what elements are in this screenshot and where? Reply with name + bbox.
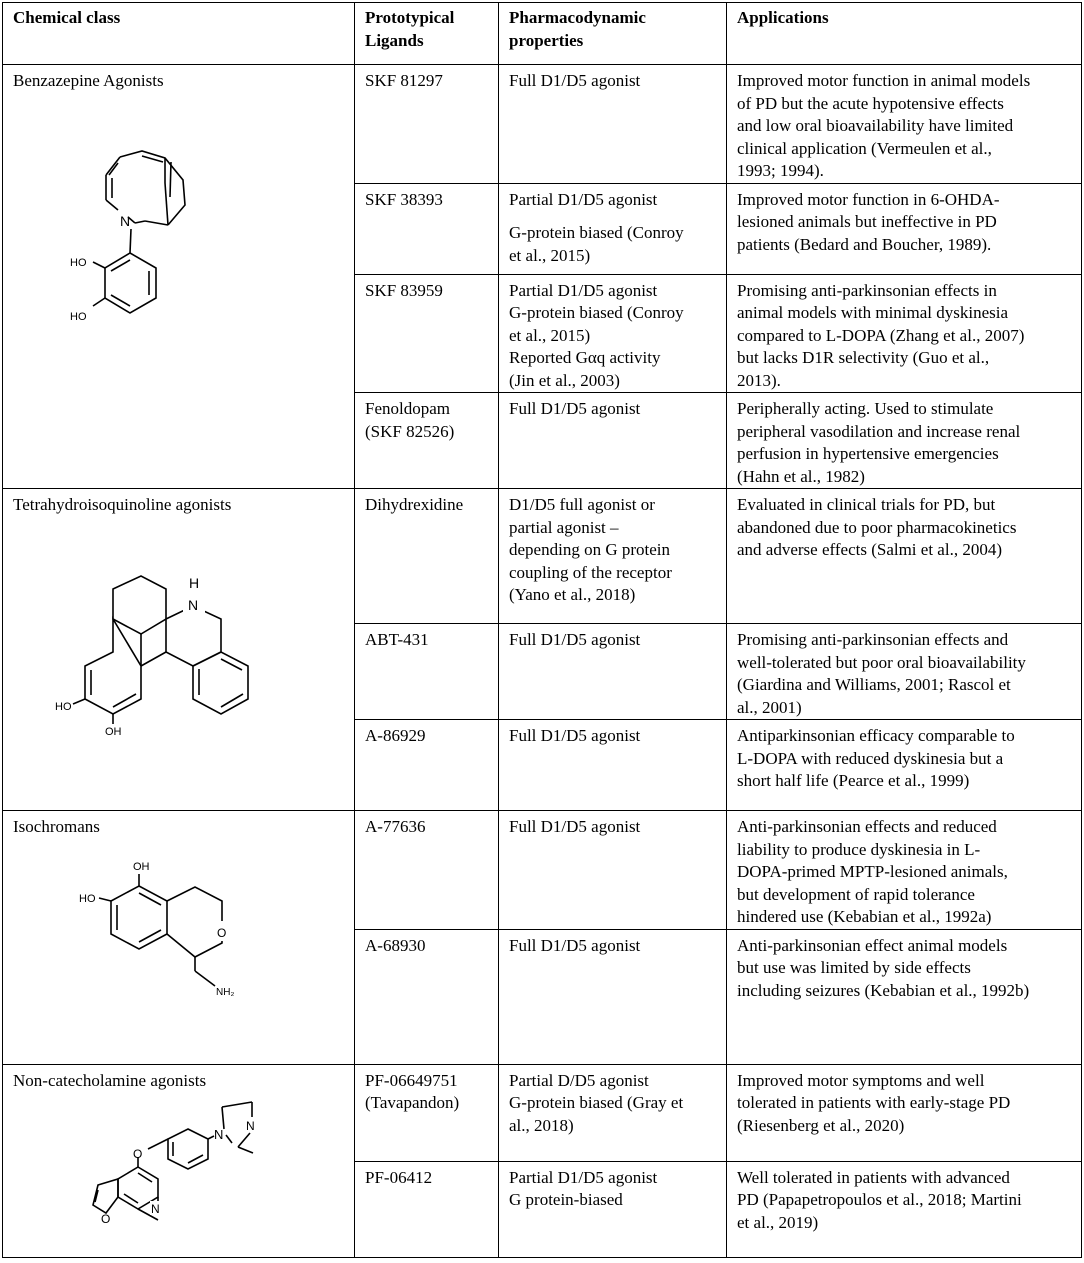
table-row [3,811,1082,930]
class-label: Tetrahydroisoquinoline agonists [13,495,231,514]
isochroman-structure [73,851,273,1018]
pharma-cell: D1/D5 full agonist or partial agonist – depending on G protein coupling of the receptor (Yano et al., 2018) [499,489,727,624]
ligand-cell: SKF 38393 [355,183,499,274]
ligand-cell: Dihydrexidine [355,489,499,624]
atom-label: N [188,597,198,613]
atom-label: O [101,1212,110,1226]
application-cell: Peripherally acting. Used to stimulate peripheral vasodilation and increase renal perfusion in hypertensive emergencies (Hahn et al., 1982) [727,393,1082,489]
atom-label: N [214,1127,223,1142]
application-cell: Anti-parkinsonian effects and reduced liability to produce dyskinesia in L- DOPA-primed MPTP-lesioned animals, but development of rapid tolerance hindered use (Kebabian et al., 1992a) [727,811,1082,930]
class-label: Benzazepine Agonists [13,71,164,90]
benzazepine-structure [73,125,213,372]
atom-label: N [151,1202,160,1216]
application-cell: Improved motor function in animal models of PD but the acute hypotensive effects and low oral bioavailability have limited clinical application (Vermeulen et al., 1993; 1994). [727,65,1082,184]
pharma-cell: Full D1/D5 agonist [499,624,727,720]
application-cell: Anti-parkinsonian effect animal models but use was limited by side effects including seizures (Kebabian et al., 1992b) [727,929,1082,1064]
ligand-cell: ABT-431 [355,624,499,720]
application-cell: Promising anti-parkinsonian effects and well-tolerated but poor oral bioavailability (Giardina and Williams, 2001; Rascol et al., 2001) [727,624,1082,720]
pharma-cell: Full D1/D5 agonist [499,720,727,811]
class-cell-noncat [3,1064,355,1257]
ligand-cell: A-86929 [355,720,499,811]
class-cell-thiq [3,489,355,811]
header-pharmacodynamic: Pharmacodynamic properties [499,3,727,65]
ligand-cell: Fenoldopam (SKF 82526) [355,393,499,489]
header-applications: Applications [727,3,1082,65]
pharma-cell: Full D1/D5 agonist [499,929,727,1064]
header-ligands: Prototypical Ligands [355,3,499,65]
atom-label: NH₂ [216,987,234,998]
ligand-cell: SKF 81297 [355,65,499,184]
ligand-cell: PF-06412 [355,1161,499,1257]
atom-label: OH [105,726,122,738]
ligand-table [2,2,1082,1258]
table-row [3,65,1082,184]
ligand-cell: A-68930 [355,929,499,1064]
pharma-cell: Full D1/D5 agonist [499,811,727,930]
ligand-cell: SKF 83959 [355,274,499,393]
application-cell: Evaluated in clinical trials for PD, but abandoned due to poor pharmacokinetics and adverse effects (Salmi et al., 2004) [727,489,1082,624]
ligand-cell: A-77636 [355,811,499,930]
header-row [3,3,1082,65]
atom-label: HO [70,311,87,323]
atom-label: HO [70,257,87,269]
atom-label: O [133,1147,142,1161]
atom-label: O [217,926,226,940]
class-cell-benzazepine [3,65,355,489]
header-chemical-class: Chemical class [3,3,355,65]
pharma-cell: Full D1/D5 agonist [499,65,727,184]
table-row [3,1064,1082,1161]
class-label: Non-catecholamine agonists [13,1071,206,1090]
application-cell: Well tolerated in patients with advanced PD (Papapetropoulos et al., 2018; Martini et al., 2019) [727,1161,1082,1257]
ligand-cell: PF-06649751 (Tavapandon) [355,1064,499,1161]
class-cell-isochromans [3,811,355,1065]
atom-label: H [189,575,199,591]
pharma-cell: Partial D1/D5 agonist G-protein biased (Conroy et al., 2015) [499,183,727,274]
pharma-cell: Partial D1/D5 agonist G-protein biased (Conroy et al., 2015) Reported Gαq activity (Jin et al., 2003) [499,274,727,393]
table-row [3,489,1082,624]
application-cell: Improved motor symptoms and well tolerated in patients with early-stage PD (Riesenberg et al., 2020) [727,1064,1082,1161]
atom-label: OH [133,861,150,873]
atom-label: HO [79,893,96,905]
atom-label: N [246,1119,255,1133]
application-cell: Promising anti-parkinsonian effects in animal models with minimal dyskinesia compared to L-DOPA (Zhang et al., 2007) but lacks D1R selectivity (Guo et al., 2013). [727,274,1082,393]
pharma-cell: Full D1/D5 agonist [499,393,727,489]
class-label: Isochromans [13,817,100,836]
application-cell: Antiparkinsonian efficacy comparable to L-DOPA with reduced dyskinesia but a short half life (Pearce et al., 1999) [727,720,1082,811]
pharma-cell: Partial D1/D5 agonist G protein-biased [499,1161,727,1257]
pharma-cell: Partial D/D5 agonist G-protein biased (Gray et al., 2018) [499,1064,727,1161]
atom-label: HO [55,701,72,713]
noncat-structure [38,1087,278,1263]
application-cell: Improved motor function in 6-OHDA- lesioned animals but ineffective in PD patients (Bedard and Boucher, 1989). [727,183,1082,274]
thiq-structure [43,524,283,746]
atom-label: N [120,213,130,229]
